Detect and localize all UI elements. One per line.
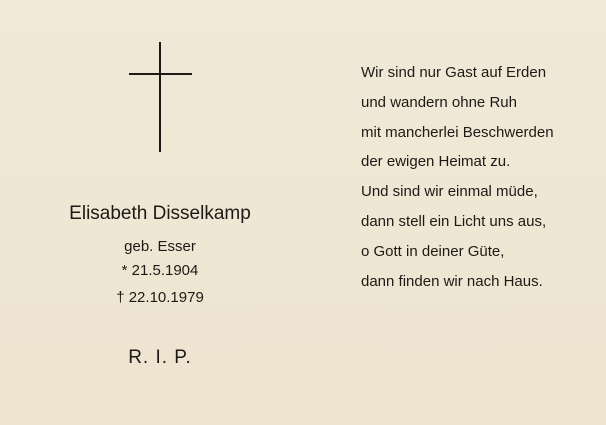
cross-horizontal-bar (129, 73, 192, 75)
rip-text: R. I. P. (128, 347, 192, 368)
poem-line: dann finden wir nach Haus. (361, 272, 543, 290)
poem-line: der ewigen Heimat zu. (361, 153, 511, 171)
poem-line: Wir sind nur Gast auf Erden (361, 64, 547, 81)
poem-line: Und sind wir einmal müde, (361, 183, 538, 201)
cross-vertical-bar (159, 42, 161, 152)
poem-line: mit mancherlei Beschwerden (361, 123, 554, 141)
poem (361, 63, 601, 301)
birth-name: geb. Esser (124, 238, 196, 255)
death-date: † 22.10.1979 (116, 289, 204, 306)
deceased-name: Elisabeth Disselkamp (69, 203, 251, 224)
birth-date: * 21.5.1904 (121, 262, 199, 279)
poem-line: und wandern ohne Ruh (361, 93, 517, 111)
poem-line: o Gott in deiner Güte, (361, 242, 505, 260)
poem-line: dann stell ein Licht uns aus, (361, 212, 547, 230)
